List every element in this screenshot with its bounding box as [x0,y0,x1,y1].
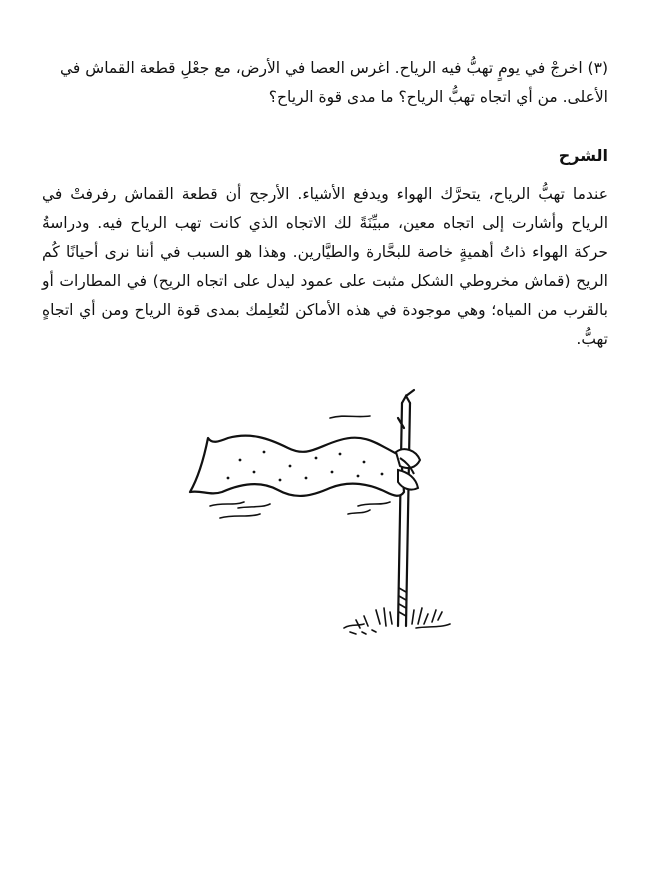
step-text: (٣) اخرجْ في يومٍ تهبُّ فيه الرياح. اغرس العصا في الأرض، مع جعْلِ قطعة القماش في الأعلى. من أي اتجاه تهبُّ الرياح؟ ما مدى قوة الرياح؟ [60,59,608,106]
explanation-text: عندما تهبُّ الرياح، يتحرَّك الهواء ويدفع الأشياء. الأرجح أن قطعة القماش رفرفتْ في الرياح وأشارت إلى اتجاه معين، مبيِّنَةً لك الاتجاه الذي كانت تهب الرياح فيه. ودراسةُ حركة الهواء ذاتُ أهميةٍ خاصة للبحَّارة والطيَّارين. وهذا هو السبب في أننا نرى أحيانًا كُم الريح (قماش مخروطي الشكل مثبت على عمود ليدل على اتجاه الريح) في المطارات أو بالقرب من المياه؛ وهي موجودة في هذه الأماكن لتُعلِمك بمدى قوة الرياح ومن أي اتجاهٍ تهبُّ. [42,185,608,348]
wind-flag-on-stick-icon [180,388,480,648]
stick [398,390,414,626]
step-paragraph [42,54,608,112]
flag-cloth [190,436,404,496]
explanation-paragraph [42,180,608,354]
section-heading: الشرح [558,146,608,165]
